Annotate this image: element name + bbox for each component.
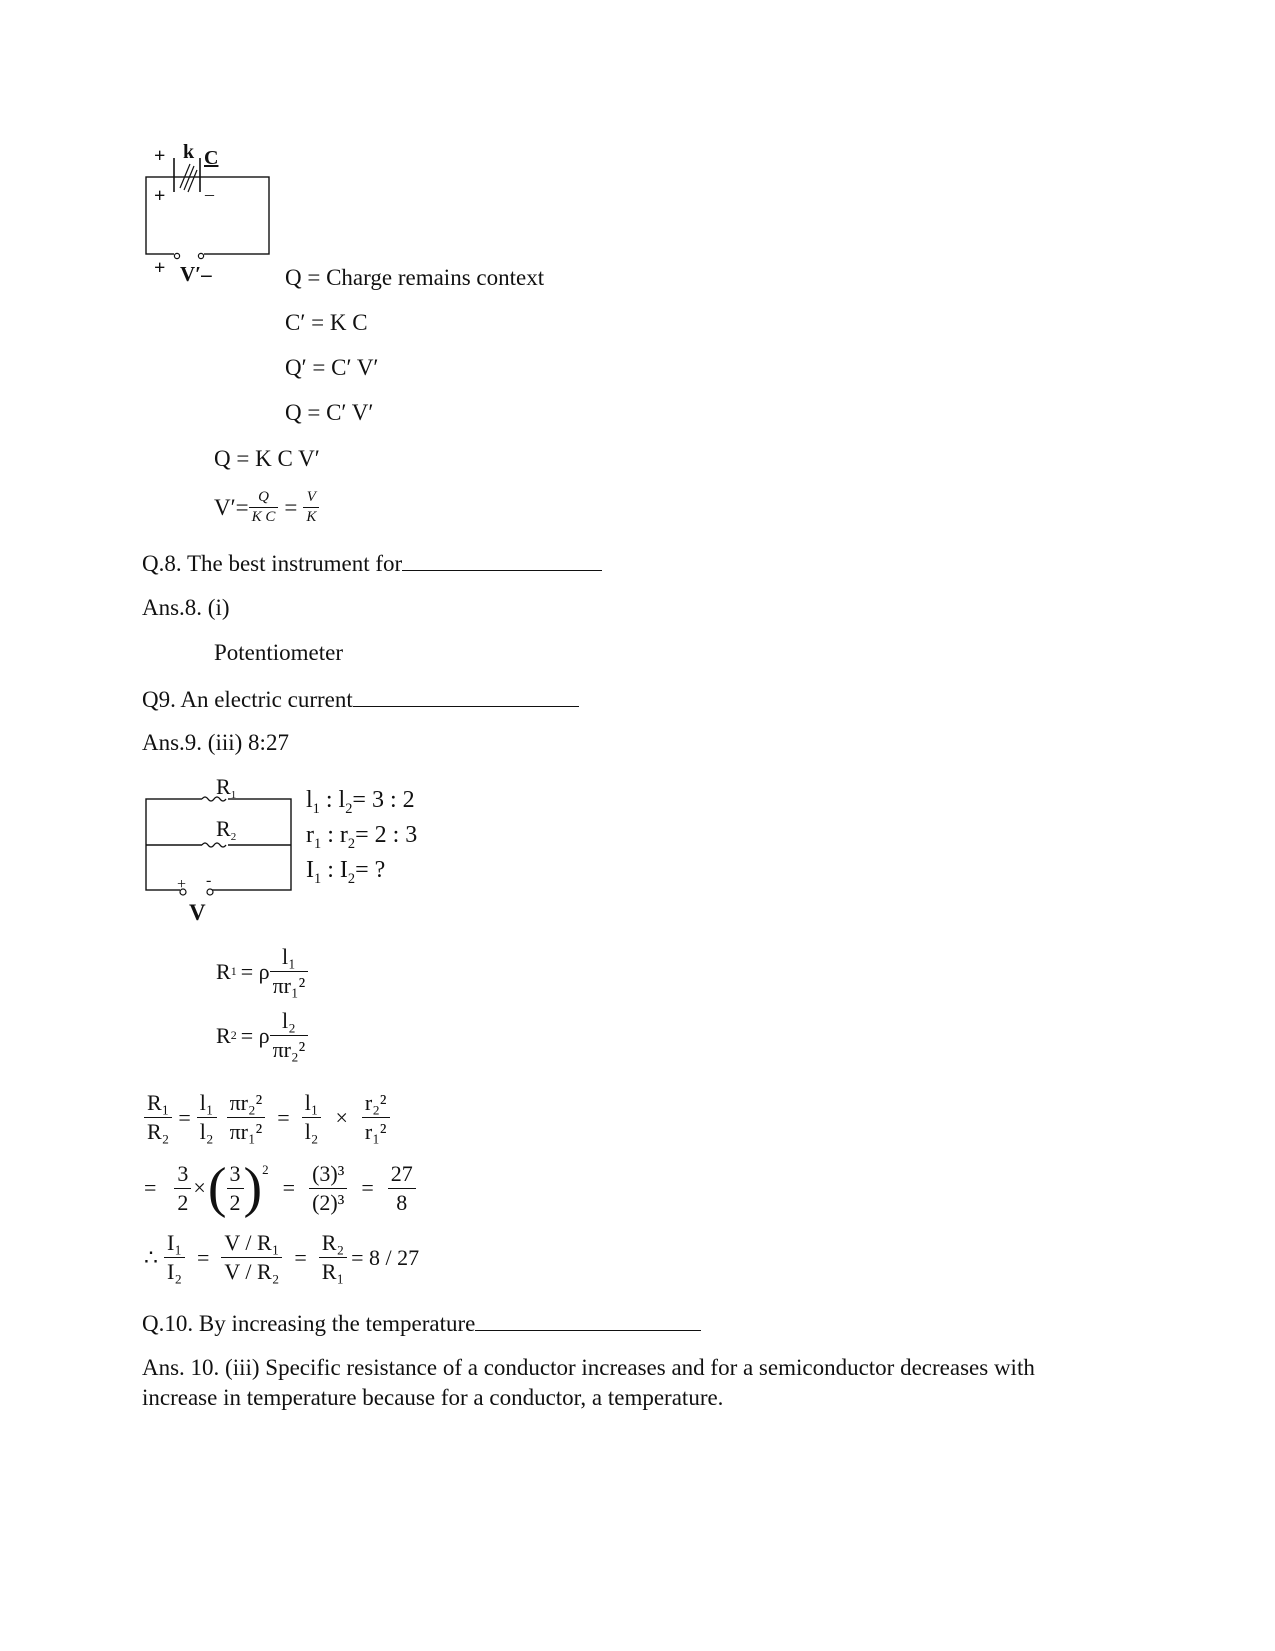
label-v: V	[189, 900, 206, 925]
question-9	[142, 687, 579, 711]
given-current-ratio: $I_1$ : $I_2=$ ?	[306, 857, 386, 887]
question-10	[142, 1311, 701, 1335]
dielectric-hatch-3	[188, 170, 197, 192]
left-paren: (	[207, 1157, 227, 1219]
equation-charge-q: Q = C′ V′	[285, 400, 374, 425]
equals-sign: =	[197, 1244, 210, 1270]
equation-charge: Q = Charge remains context	[285, 265, 545, 290]
terminal-left	[174, 253, 179, 258]
fraction-v-k	[303, 489, 319, 526]
fraction-r2-r1: $\frac{\text{R₂}}{\text{R₁}}$	[319, 1230, 347, 1285]
numeric-ratio-row	[144, 1157, 416, 1219]
numerator: Q	[249, 489, 279, 508]
label-minus: –	[205, 184, 214, 204]
fraction-l1-l2: $\frac{\text{l₁}}{\text{l₂}}$	[197, 1090, 217, 1145]
leading-equals: =	[144, 1175, 157, 1200]
dielectric-hatch-1	[180, 164, 190, 188]
parallel-resistor-circuit-diagram	[140, 770, 305, 930]
result: = 8 / 27	[351, 1244, 420, 1270]
fraction-r-squared: $\frac{\text{r₂²}}{\text{r₁²}}$	[362, 1090, 390, 1145]
times-sign: ×	[335, 1104, 348, 1130]
fraction-l1-l2: $\frac{\text{l₁}}{\text{l₂}}$	[302, 1090, 322, 1145]
resistor-2-gap	[202, 841, 228, 849]
question-8-text: Q.8. The best instrument for	[142, 551, 403, 576]
terminal-right	[198, 253, 203, 258]
answer-blank	[475, 1311, 701, 1331]
equals-sign: =	[284, 494, 298, 520]
answer-blank	[402, 551, 602, 571]
fraction-i1-i2: $\frac{\text{I₁}}{\text{I₂}}$	[164, 1230, 185, 1285]
current-ratio-row	[144, 1230, 419, 1285]
answer-8-label: Ans.8. (i)	[142, 595, 230, 620]
capacitor-circuit-diagram	[140, 140, 290, 290]
equals-sign: =	[282, 1175, 296, 1200]
fraction-cubes: $\frac{\text{(3)³}}{\text{(2)³}}$	[309, 1161, 347, 1216]
fraction-3-2: $\frac{3}{2}$	[174, 1161, 191, 1216]
question-8	[142, 551, 602, 575]
fraction-3-2-squared: $\frac{3}{2}$	[227, 1161, 244, 1216]
answer-10-line-2: increase in temperature because for a conductor, a temperature.	[142, 1385, 724, 1410]
equation-qkcv: Q = K C V′	[214, 446, 320, 471]
denominator: K	[306, 509, 317, 525]
given-length-ratio: $l_1$ : $l_2= 3$ : 2	[306, 787, 415, 817]
numerator: V	[303, 489, 319, 508]
label-minus: -	[206, 872, 212, 889]
denominator: K C	[251, 509, 276, 525]
times-sign: ×	[193, 1175, 206, 1200]
resistance-1-formula: R 1 = ρ $\frac{\text{l₁}}{\text{πr₁²}}$	[216, 944, 308, 999]
equation-capacitance: C′ = K C	[285, 310, 368, 335]
label-r1: R1	[216, 774, 237, 801]
fraction-27-8: $\frac{27}{8}$	[388, 1161, 416, 1216]
fraction-l2-pir2sq: $\frac{\text{l₂}}{\text{πr₂²}}$	[270, 1008, 309, 1063]
label-r2: R2	[216, 816, 237, 843]
equals-sign: =	[294, 1244, 307, 1270]
label-plus-bottom: +	[154, 257, 166, 279]
answer-blank	[353, 687, 579, 707]
right-paren: )	[243, 1157, 263, 1219]
fraction-l1-pir1sq: $\frac{\text{l₁}}{\text{πr₁²}}$	[270, 944, 309, 999]
fraction-q-kc	[249, 489, 279, 526]
answer-10-line-1: Ans. 10. (iii) Specific resistance of a conductor increases and for a semiconductor decreases with	[142, 1355, 1035, 1380]
resistance-ratio-row	[144, 1090, 390, 1145]
therefore-symbol: ∴	[144, 1244, 158, 1270]
dielectric-hatch-2	[184, 166, 194, 190]
label-k: k	[183, 141, 195, 163]
equation-v-prime	[214, 489, 319, 526]
given-radius-ratio: $r_1$ : $r_2= 2$ : 3	[306, 822, 418, 852]
label-v-prime: V′–	[180, 262, 212, 286]
resistance-2-formula: R 2 = ρ $\frac{\text{l₂}}{\text{πr₂²}}$	[216, 1008, 308, 1063]
question-10-text: Q.10. By increasing the temperature	[142, 1311, 476, 1336]
equation-charge-prime: Q′ = C′ V′	[285, 355, 379, 380]
label-c: C	[204, 147, 219, 169]
answer-8-value: Potentiometer	[214, 640, 344, 665]
terminal-right	[207, 889, 213, 895]
label-plus: +	[177, 876, 187, 893]
question-9-text: Q9. An electric current	[142, 687, 353, 712]
v-prime-lhs: V′=	[214, 494, 249, 520]
equals-sign: =	[178, 1104, 191, 1130]
label-plus-top: +	[154, 145, 166, 167]
fraction-pir-squared: $\frac{\text{πr₂²}}{\text{πr₁²}}$	[227, 1090, 266, 1145]
fraction-v-over-r: $\frac{\text{V / R₁}}{\text{V / R₂}}$	[221, 1230, 282, 1285]
label-plus-left: +	[154, 185, 166, 207]
equals-sign: =	[277, 1104, 290, 1130]
equals-sign: =	[361, 1175, 374, 1200]
power: 2	[262, 1162, 269, 1177]
answer-9-label: Ans.9. (iii) 8:27	[142, 730, 289, 755]
fraction-r1-r2: $\frac{\text{R₁}}{\text{R₂}}$	[144, 1090, 172, 1145]
